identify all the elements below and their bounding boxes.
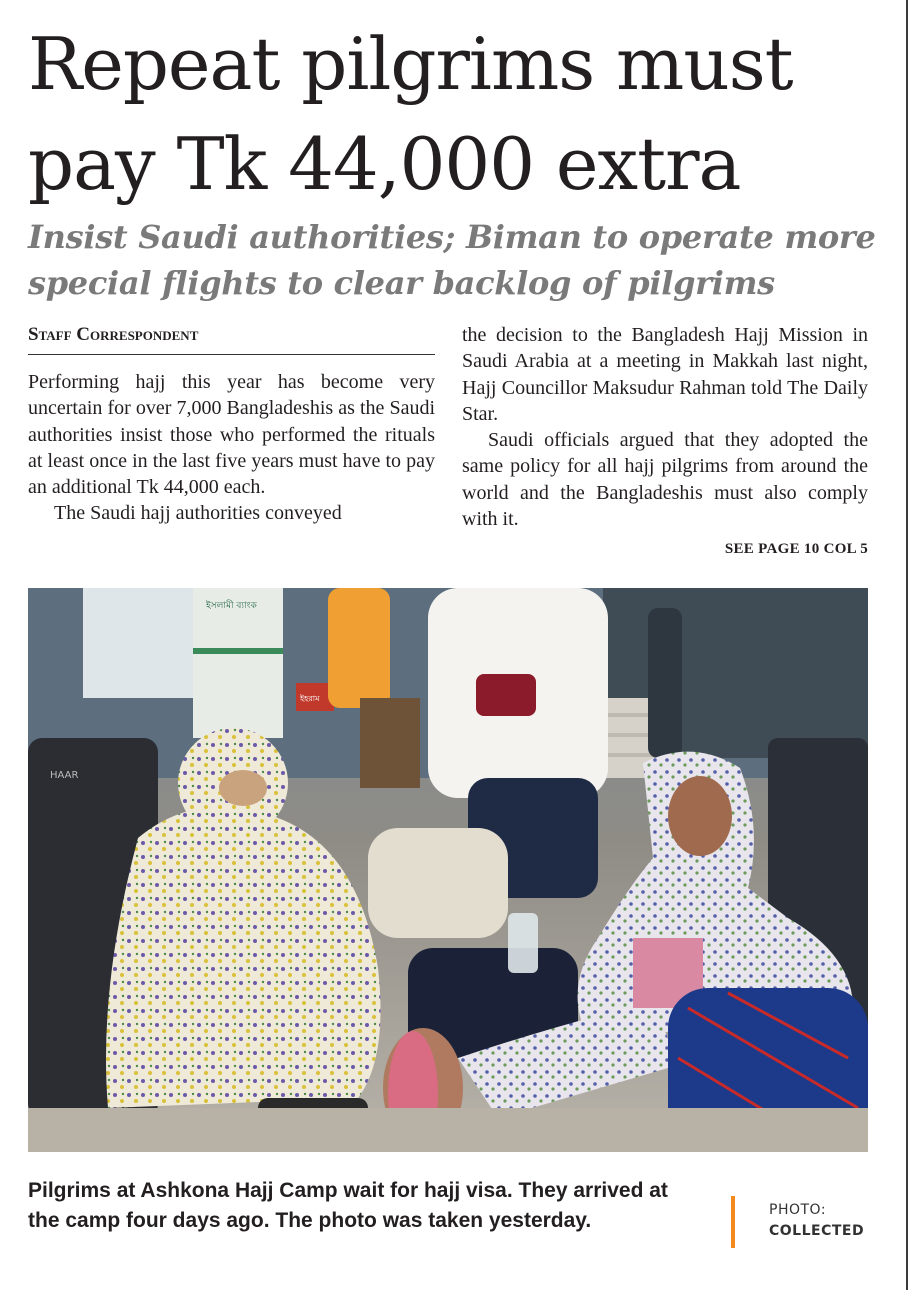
jump-line[interactable]: SEE PAGE 10 COL 5 xyxy=(724,541,868,558)
photo-caption: Pilgrims at Ashkona Hajj Camp wait for hajj visa. They arrived at the camp four days ago. The photo was taken yesterday. xyxy=(28,1179,668,1232)
byline: Staff Correspondent xyxy=(28,322,435,355)
body-paragraph-1: Performing hajj this year has become very uncertain for over 7,000 Bangladeshis as the Saudi authorities insist those who performed the rituals at least once in the last five years must have to pay an additional Tk 44,000 each. xyxy=(28,371,435,499)
deck-subheadline: Insist Saudi authorities; Biman to operate more special flights to clear backlog of pilgrims xyxy=(28,218,876,302)
body-paragraph-2-start: The Saudi hajj authorities conveyed xyxy=(54,502,342,525)
credit-label: PHOTO: xyxy=(769,1202,827,1218)
news-photo xyxy=(28,588,868,1152)
banner-text: ইসলামী ব্যাংক xyxy=(206,601,257,611)
body-paragraph-3: Saudi officials argued that they adopted the same policy for all hajj pilgrims from around the world and the Bangladeshis must also comply with it. xyxy=(462,429,868,531)
photo-credit xyxy=(769,1200,864,1242)
sign-text: ইহরাম xyxy=(300,694,320,703)
body-paragraph-2-continued: the decision to the Bangladesh Hajj Mission in Saudi Arabia at a meeting in Makkah last night, Hajj Councillor Maksudur Rahman told The Daily Star. xyxy=(462,324,868,425)
article-column-1 xyxy=(28,322,435,527)
article-column-2 xyxy=(462,322,868,563)
luggage-label: HAAR xyxy=(50,770,79,781)
photo-illustration xyxy=(28,588,868,1152)
credit-accent-bar xyxy=(731,1196,735,1248)
red-bag xyxy=(476,674,536,716)
credit-source: COLLECTED xyxy=(769,1223,865,1239)
headline: Repeat pilgrims must pay Tk 44,000 extra xyxy=(28,22,793,206)
column-rule xyxy=(906,0,908,1290)
